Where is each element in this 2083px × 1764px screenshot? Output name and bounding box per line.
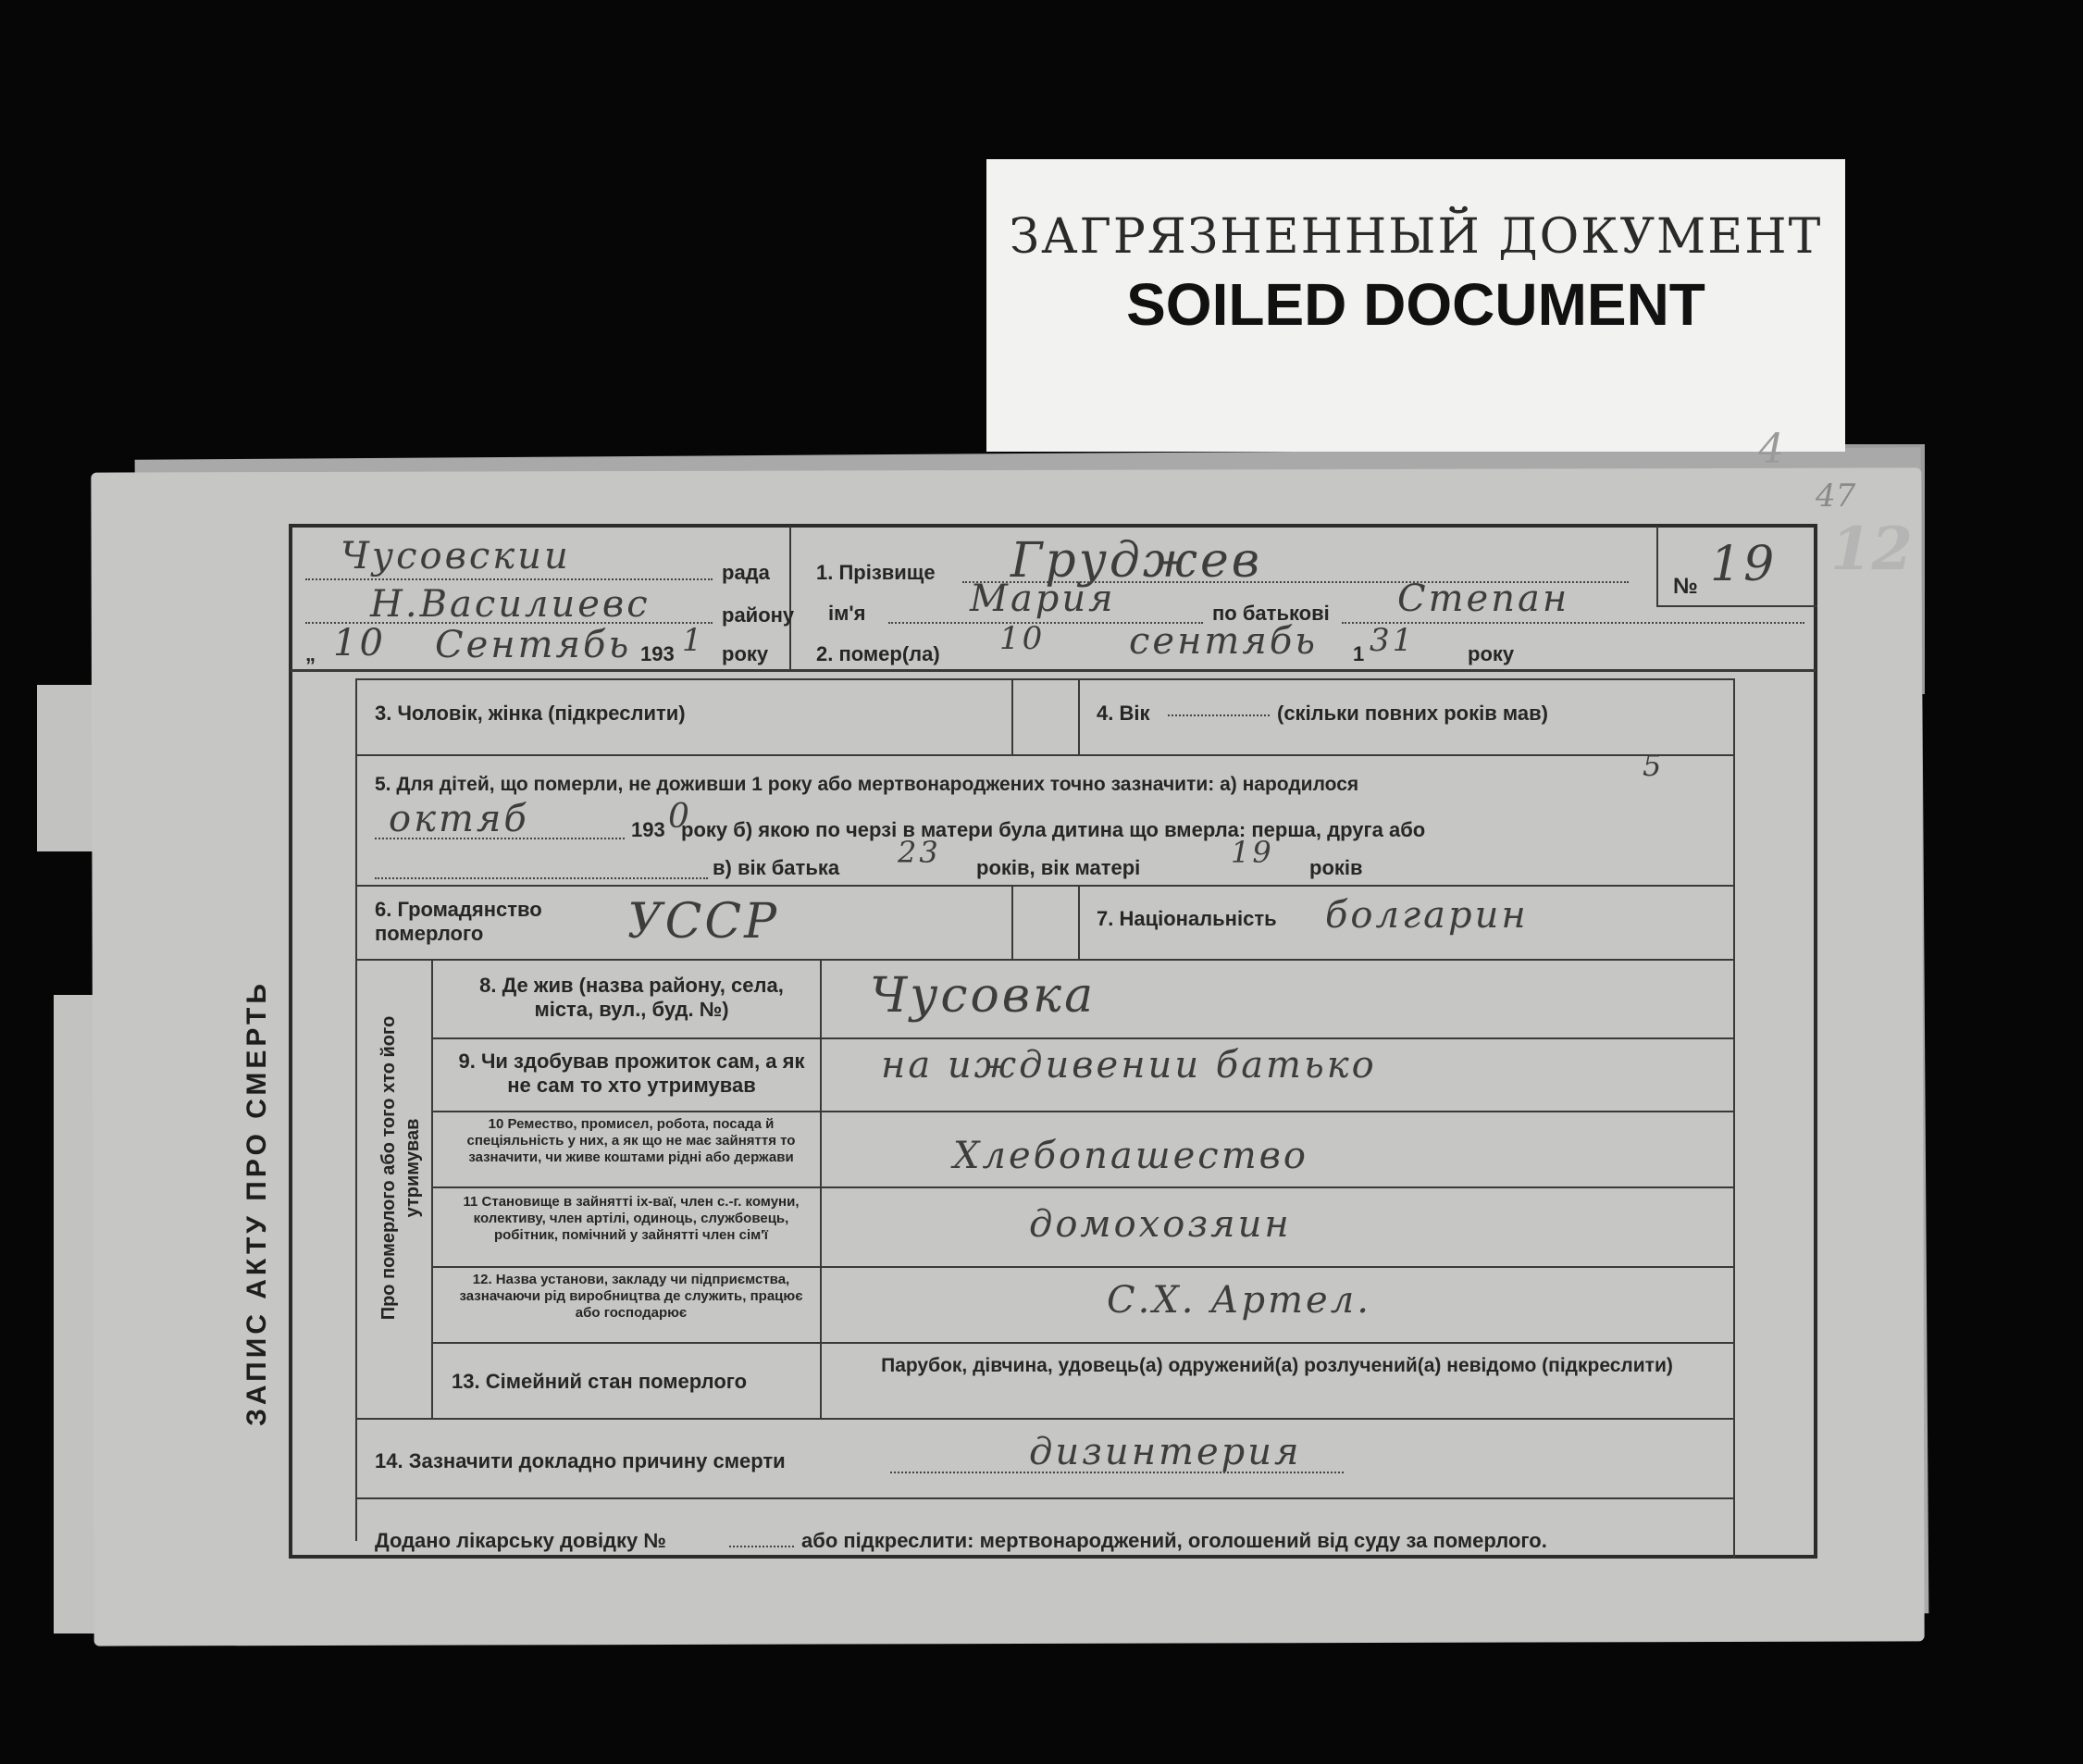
label-russian: ЗАГРЯЗНЕННЫЙ ДОКУМЕНТ (1009, 209, 1823, 265)
row8-label: 8. Де жив (назва району, села, міста, вул., буд. №) (479, 974, 784, 1021)
right-margin-divider (1733, 678, 1735, 1558)
row12-label: 12. Назва установи, закладу чи підприємства, зазначаючи рід виробництва де служить, працює або господарює (459, 1272, 803, 1321)
row9-bottom (431, 1111, 1734, 1112)
quote-open: „ (305, 642, 316, 665)
row6-label: 6. Громадянство померлого (375, 898, 542, 945)
date-day: 10 (333, 622, 386, 665)
row8-value: Чусовка (870, 968, 1097, 1024)
surname-value: Груджев (1011, 533, 1262, 589)
row5-line3-dots (375, 877, 708, 879)
row6-divider (1011, 885, 1013, 959)
mother-age: 19 (1231, 835, 1274, 870)
rada-value: Чусовскии (341, 535, 571, 578)
row9-label: 9. Чи здобував прожиток сам, а як не сам то хто утримував (458, 1050, 805, 1097)
date-year-label: року (722, 642, 769, 665)
row13-value: Парубок, дівчина, удовець(а) одружений(а) розлучений(а) невідомо (підкреслити) (881, 1355, 1673, 1376)
row4-left (1078, 678, 1080, 754)
died-month: сентябь (1129, 620, 1319, 663)
row14-bottom (355, 1497, 1734, 1499)
row3-label: 3. Чоловік, жінка (підкреслити) (375, 702, 686, 725)
side-subtitle-line1: Про померлого або того хто його (378, 1015, 399, 1321)
born-day: 5 (1643, 748, 1665, 783)
row5-line3-mid: років, вік матері (976, 856, 1141, 879)
died-year-label: року (1468, 642, 1515, 665)
surname-label: 1. Прізвище (816, 561, 936, 584)
row14-value: дизинтерия (1029, 1431, 1302, 1473)
died-year-prefix: 1 (1353, 642, 1365, 665)
row7-value: болгарин (1325, 894, 1529, 937)
age-dots (1168, 714, 1270, 716)
row5-line1: 5. Для дітей, що померли, не доживши 1 року або мертвонароджених точно зазначити: а) народилося (375, 774, 1359, 795)
margin-number-main: 12 (1830, 515, 1914, 584)
row8-bottom (431, 1037, 1734, 1039)
patronymic-value: Степан (1397, 578, 1570, 620)
row12-bottom (431, 1342, 1734, 1344)
number-box-left (1656, 526, 1658, 605)
row3-4-divider (1011, 678, 1013, 754)
row4-label-pre: 4. Вік (1097, 702, 1150, 725)
label-english: SOILED DOCUMENT (1126, 271, 1705, 338)
subsection-divider (431, 959, 433, 1418)
born-month-dots (375, 838, 625, 839)
row10-label: 10 Ремество, промисел, робота, посада й спеціяльність у них, а як що не має зайняття то зазначити, чи живе коштами рідні або держави (466, 1116, 796, 1165)
row13-bottom (355, 1418, 1734, 1420)
died-day: 10 (999, 620, 1046, 657)
row5-line3-pre: в) вік батька (713, 856, 840, 879)
row9-value: на иждивении батько (881, 1044, 1377, 1087)
father-age: 23 (898, 835, 941, 870)
row5-year-prefix: 193 (631, 818, 665, 841)
row3-bottom (355, 754, 1734, 756)
row7-label: 7. Національність (1097, 907, 1277, 930)
header-divider (291, 669, 1816, 672)
row11-value: домохозяин (1029, 1203, 1292, 1246)
row5-bottom (355, 885, 1734, 887)
died-year-hw: 31 (1370, 622, 1416, 659)
side-title: ЗАПИС АКТУ ПРО СМЕРТЬ (242, 980, 272, 1426)
row14-label: 14. Зазначити докладно причину смерти (375, 1449, 786, 1472)
died-label: 2. помер(ла) (816, 642, 940, 665)
soiled-document-label (986, 159, 1845, 452)
margin-number-faint: 4 (1758, 426, 1784, 473)
date-month: Сентябь (435, 624, 632, 666)
row10-value: Хлебопашество (953, 1135, 1308, 1177)
margin-number-small: 47 (1816, 478, 1856, 515)
number-box-bottom (1656, 605, 1817, 607)
born-month: октяб (389, 798, 529, 840)
raion-value: Н.Василиевс (370, 583, 651, 626)
side-subtitle (377, 1016, 425, 1321)
patronymic-label: по батькові (1212, 602, 1330, 625)
side-subtitle-line2: утримував (403, 1118, 423, 1218)
side-title-divider (355, 678, 357, 1541)
row11-bottom (431, 1266, 1734, 1268)
footer-post: або підкреслити: мертвонароджений, оголошений від суду за померлого. (801, 1529, 1547, 1552)
row5-year-hw: 0 (668, 798, 692, 836)
name-label: ім'я (828, 602, 866, 625)
row6-value: УССР (627, 894, 780, 950)
row14-dots (890, 1472, 1344, 1473)
row12-value: С.Х. Артел. (1107, 1279, 1371, 1322)
footer-pre: Додано лікарську довідку № (375, 1529, 666, 1552)
row7-left (1078, 885, 1080, 959)
date-year-hw: 1 (682, 622, 705, 659)
number-label: № (1673, 574, 1698, 599)
name-value: Мария (970, 578, 1116, 620)
row11-label: 11 Становище в зайнятті іх-ваї, член с.-г. комуни, колективу, член артілі, одиноць, службовець, робітник, помічний у зайнятті член сім'ї (463, 1194, 800, 1243)
row4-label-post: (скільки повних років мав) (1277, 702, 1548, 725)
rada-dots (305, 578, 713, 580)
row13-label: 13. Сімейний стан померлого (452, 1370, 748, 1393)
row-top (355, 678, 1734, 680)
row5-line3-post: років (1309, 856, 1363, 879)
date-year-prefix: 193 (640, 642, 675, 665)
row6-bottom (355, 959, 1734, 961)
row10-bottom (431, 1186, 1734, 1188)
footer-dots (729, 1546, 794, 1547)
row5-line2: року б) якою по черзі в матери була дитина що вмерла: перша, друга або (681, 818, 1426, 841)
number-value: 19 (1710, 537, 1778, 592)
raion-label: району (722, 603, 795, 627)
label-value-divider (820, 959, 822, 1418)
rada-label: рада (722, 561, 770, 584)
header-column-divider (789, 526, 791, 671)
